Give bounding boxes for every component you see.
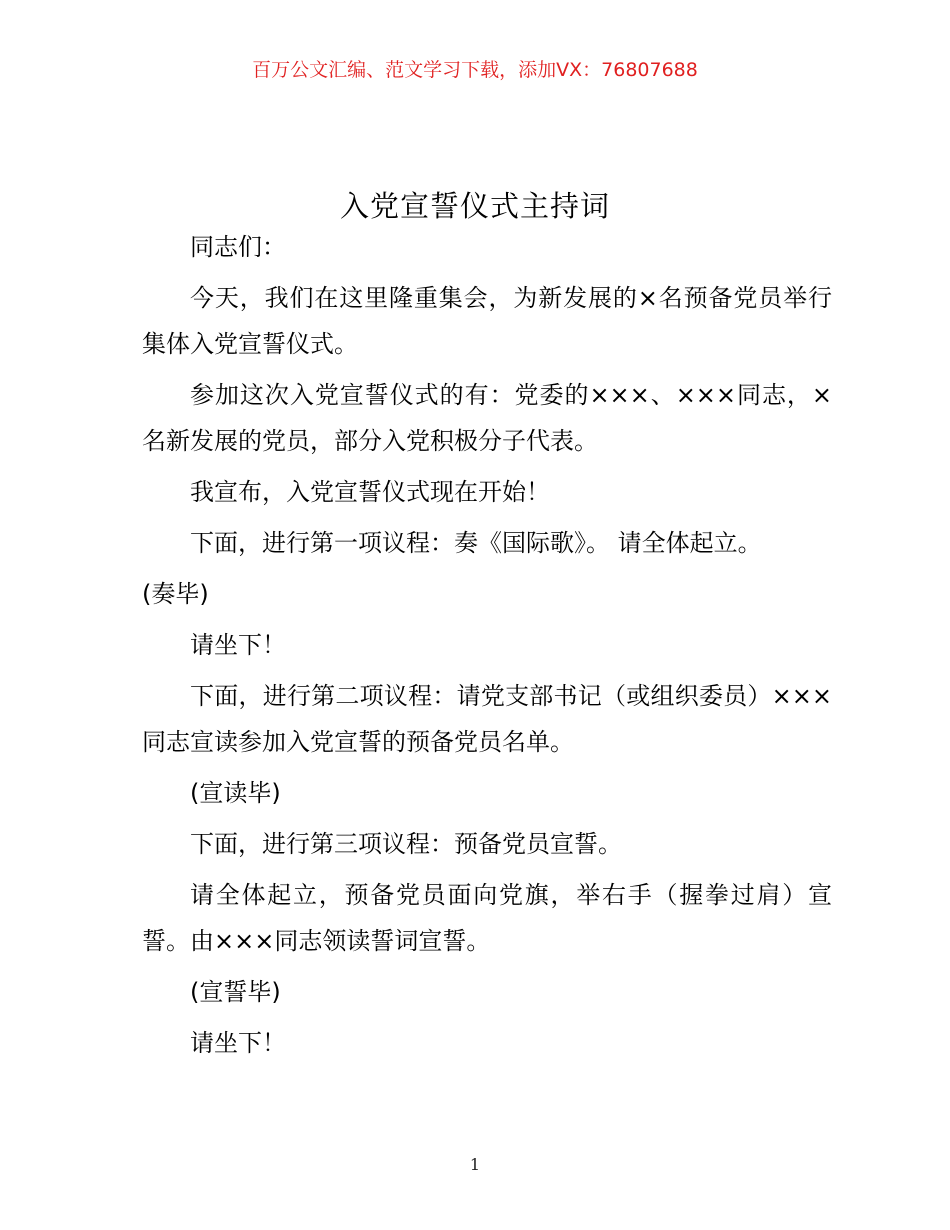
document-title: 入党宣誓仪式主持词: [339, 189, 610, 224]
page-number: 1: [469, 1155, 481, 1174]
paragraph-note-oath: (宣誓毕): [190, 978, 281, 1006]
paragraph-opening: 今天，我们在这里隆重集会，为新发展的×名预备党员举行集体入党宣誓仪式。: [142, 284, 832, 358]
paragraph-note-played: (奏毕): [142, 580, 209, 608]
paragraph-greeting: 同志们：: [190, 233, 286, 261]
paragraph-sit-down-2: 请坐下！: [190, 1029, 286, 1057]
document-body: [142, 224, 832, 1071]
paragraph-sit-down-1: 请坐下！: [190, 631, 286, 659]
paragraph-agenda-3: 下面，进行第三项议程：预备党员宣誓。: [190, 830, 622, 858]
paragraph-attendees: 参加这次入党宣誓仪式的有：党委的×××、×××同志，×名新发展的党员，部分入党积极分子代表。: [142, 381, 832, 455]
paragraph-note-read: (宣读毕): [190, 779, 281, 807]
paragraph-agenda-2: 下面，进行第二项议程：请党支部书记（或组织委员）×××同志宣读参加入党宣誓的预备党员名单。: [142, 682, 832, 756]
header-note: 百万公文汇编、范文学习下载，添加VX：76807688: [252, 59, 698, 81]
paragraph-oath-instruction: 请全体起立，预备党员面向党旗，举右手（握拳过肩）宣誓。由×××同志领读誓词宣誓。: [142, 881, 832, 955]
paragraph-agenda-1: 下面，进行第一项议程：奏《国际歌》。 请全体起立。: [190, 529, 762, 557]
paragraph-announcement: 我宣布，入党宣誓仪式现在开始！: [190, 478, 550, 506]
